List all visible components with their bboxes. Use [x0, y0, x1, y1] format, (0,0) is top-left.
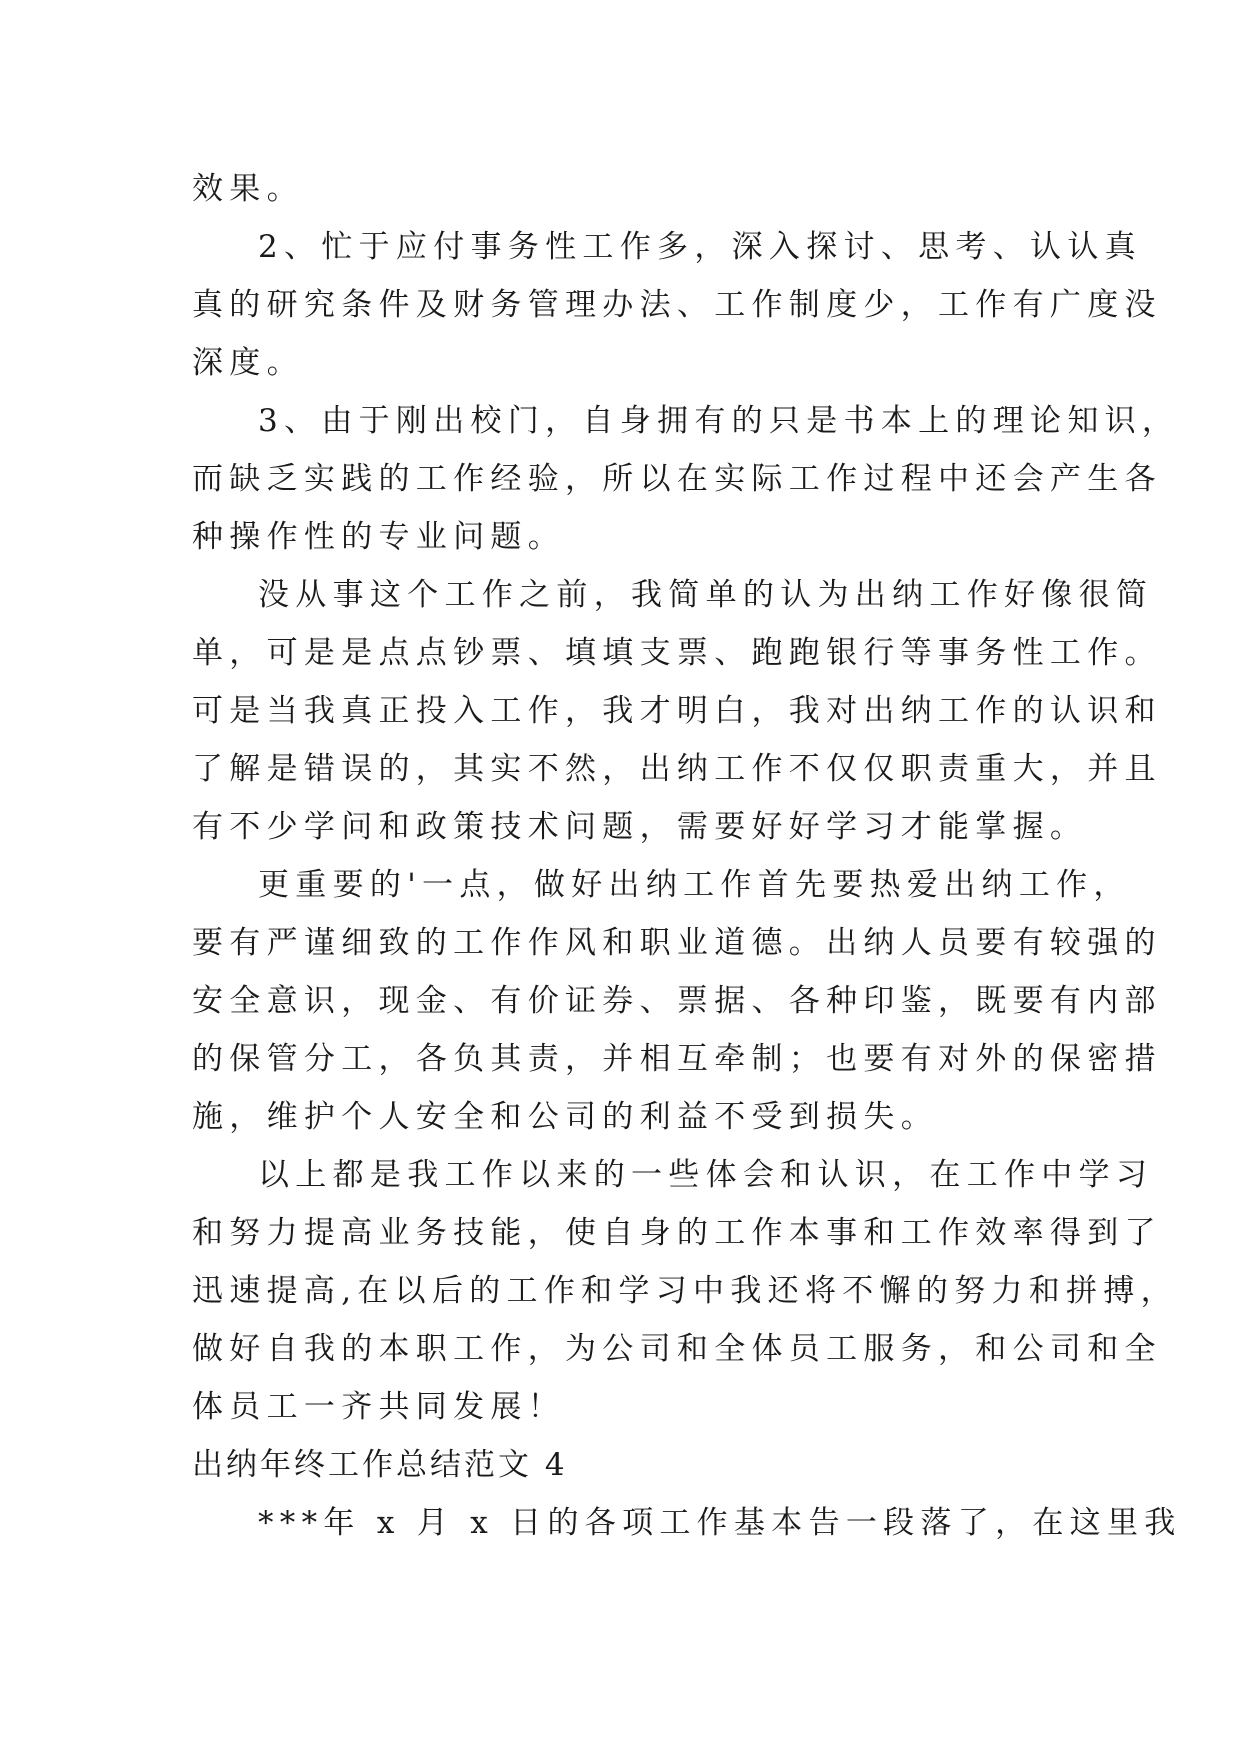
- text-line: 施，维护个人安全和公司的利益不受到损失。: [192, 1099, 938, 1135]
- text-line: 以上都是我工作以来的一些体会和认识，在工作中学习: [258, 1157, 1154, 1193]
- section-heading: 出纳年终工作总结范文 4: [192, 1447, 568, 1483]
- text-line: 种操作性的专业问题。: [192, 519, 565, 555]
- document-page: [192, 160, 1182, 1552]
- text-line: 真的研究条件及财务管理办法、工作制度少，工作有广度没: [192, 287, 1162, 323]
- text-line: 深度。: [192, 345, 304, 381]
- text-line: ***年 x 月 x 日的各项工作基本告一段落了，在这里我: [258, 1505, 1182, 1541]
- text-line: 更重要的'一点，做好出纳工作首先要热爱出纳工作，: [258, 867, 1131, 903]
- text-line: 迅速提高,在以后的工作和学习中我还将不懈的努力和拼搏，: [192, 1273, 1178, 1309]
- text-line: 没从事这个工作之前，我简单的认为出纳工作好像很简: [258, 577, 1154, 613]
- text-line: 做好自我的本职工作，为公司和全体员工服务，和公司和全: [192, 1331, 1162, 1367]
- text-line: 要有严谨细致的工作作风和职业道德。出纳人员要有较强的: [192, 925, 1162, 961]
- text-line: 效果。: [192, 171, 304, 207]
- text-line: 可是当我真正投入工作，我才明白，我对出纳工作的认识和: [192, 693, 1162, 729]
- text-line: 2、忙于应付事务性工作多，深入探讨、思考、认认真: [258, 229, 1142, 265]
- text-line: 的保管分工，各负其责，并相互牵制；也要有对外的保密措: [192, 1041, 1162, 1077]
- text-line: 安全意识，现金、有价证券、票据、各种印鉴，既要有内部: [192, 983, 1162, 1019]
- text-line: 3、由于刚出校门，自身拥有的只是书本上的理论知识，: [258, 403, 1180, 439]
- text-line: 而缺乏实践的工作经验，所以在实际工作过程中还会产生各: [192, 461, 1162, 497]
- text-line: 体员工一齐共同发展！: [192, 1389, 565, 1425]
- text-line: 和努力提高业务技能，使自身的工作本事和工作效率得到了: [192, 1215, 1162, 1251]
- text-line: 单，可是是点点钞票、填填支票、跑跑银行等事务性工作。: [192, 635, 1162, 671]
- text-line: 有不少学问和政策技术问题，需要好好学习才能掌握。: [192, 809, 1088, 845]
- text-line: 了解是错误的，其实不然，出纳工作不仅仅职责重大，并且: [192, 751, 1162, 787]
